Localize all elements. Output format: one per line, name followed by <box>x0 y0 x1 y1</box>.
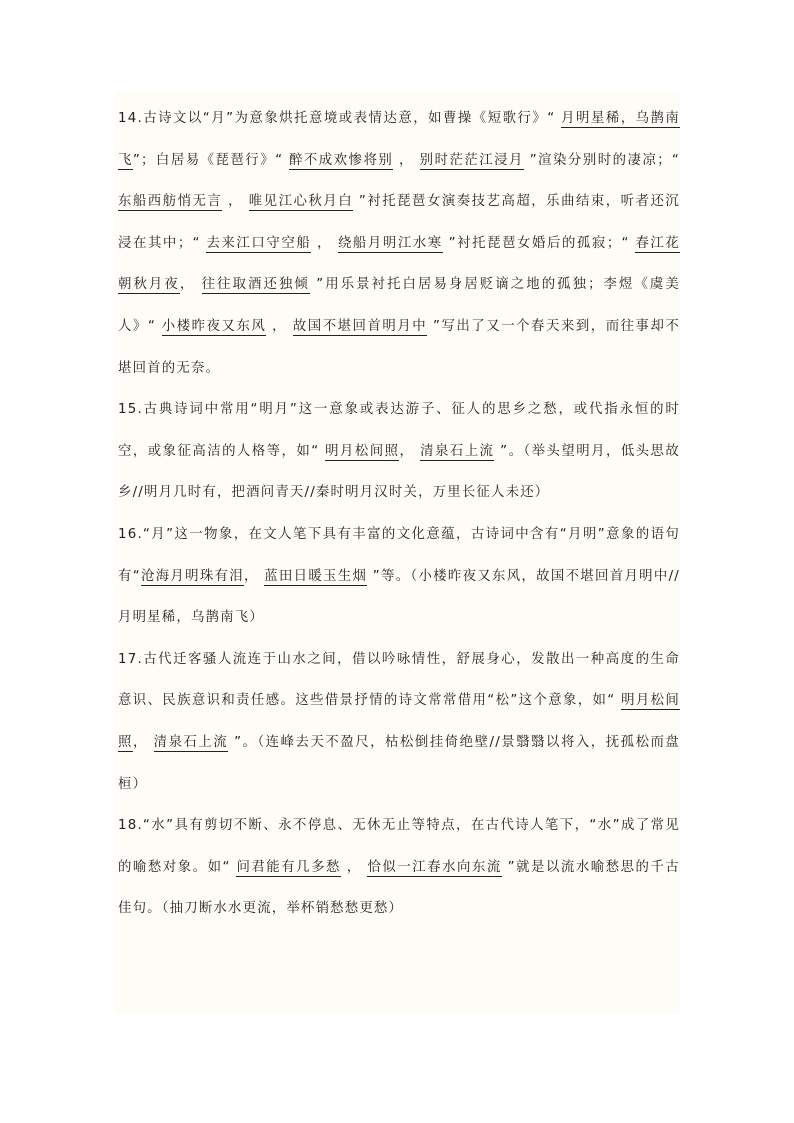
question-text: ， <box>266 318 293 334</box>
answer-blank: 问君能有几多愁 <box>236 859 341 875</box>
question-q16 <box>118 514 680 639</box>
answer-blank: 恰似一江春水向东流 <box>367 859 502 875</box>
question-text: ”；白居易《琵琶行》“ <box>132 152 289 168</box>
question-text: ”渲染分别时的凄凉；“ <box>523 152 681 168</box>
question-text: ”用乐景衬托白居易身居贬谪之地的孤独；李煜《虞美人》“ <box>118 277 680 334</box>
question-text: 17.古代迁客骚人流连于山水之间，借以吟咏情性，舒展身心，发散出一种高度的生命意识、民族意识和责任感。这些借景抒情的诗文常常借用“松”这个意象，如“ <box>118 651 680 709</box>
question-q14 <box>118 98 680 389</box>
answer-blank: 往往取酒还独倾 <box>201 277 310 293</box>
question-text: ”。（连峰去天不盈尺，枯松倒挂倚绝壁//景翳翳以将入，抚孤松而盘桓） <box>118 734 681 792</box>
question-text: ”衬托琵琶女婚后的孤寂；“ <box>442 235 636 251</box>
question-text: ， <box>311 235 338 251</box>
question-text: ， <box>399 443 421 459</box>
question-text: ”衬托琵琶女演奏技艺高超，乐曲结束，听者还沉浸在其中；“ <box>118 194 680 251</box>
answer-blank: 春江花朝秋月夜 <box>118 235 680 293</box>
question-text: ”就是以流水喻愁思的千古佳句。（抽刀断水水更流，举杯销愁愁更愁） <box>118 859 680 917</box>
question-q15 <box>118 389 680 514</box>
answer-blank: 蓝田日暖玉生烟 <box>264 568 368 584</box>
question-text: ， <box>340 859 368 875</box>
answer-blank: 明月松间照 <box>325 443 400 459</box>
document-body <box>118 98 680 930</box>
answer-blank: 月明星稀，乌鹊南飞 <box>118 111 680 168</box>
answer-blank: 别时茫茫江浸月 <box>419 152 524 168</box>
answer-blank: 去来江口守空船 <box>206 235 312 251</box>
question-text: 18.“水”具有剪切不断、永不停息、无休无止等特点，在古代诗人笔下，“水”成了常见的喻愁对象。如“ <box>118 818 680 875</box>
answer-blank: 醉不成欢惨将别 <box>288 152 394 168</box>
answer-blank: 绕船月明江水寒 <box>337 235 443 251</box>
question-q17 <box>118 639 680 805</box>
question-text: ， <box>132 734 154 750</box>
answer-blank: 沧海月明珠有泪 <box>140 568 244 584</box>
answer-blank: 东船西舫悄无言 <box>118 194 223 210</box>
answer-blank: 唯见江心秋月白 <box>248 194 354 210</box>
answer-blank: 清泉石上流 <box>420 443 495 459</box>
question-text: ”。（举头望明月，低头思故乡//明月几时有，把酒问青天//秦时明月汉时关，万里长征人未还） <box>118 443 681 501</box>
answer-blank: 明月松间照 <box>118 693 680 750</box>
question-text: ”等。（小楼昨夜又东风，故国不堪回首月明中//月明星稀，乌鹊南飞） <box>118 568 680 626</box>
answer-blank: 小楼昨夜又东风 <box>161 318 267 334</box>
question-text: ， <box>243 568 265 584</box>
question-text: ， <box>393 152 420 168</box>
question-text: ”写出了又一个春天来到，而往事却不堪回首的无奈。 <box>118 318 680 376</box>
question-text: 16.“月”这一物象，在文人笔下具有丰富的文化意蕴，古诗词中含有“月明”意象的语句有“ <box>118 526 680 584</box>
question-text: 15.古典诗词中常用“明月”这一意象或表达游子、征人的思乡之愁，或代指永恒的时空，或象征高洁的人格等，如“ <box>118 402 680 459</box>
answer-blank: 故国不堪回首明月中 <box>292 318 428 334</box>
question-text: 14.古诗文以“月”为意象烘托意境或表情达意，如曹操《短歌行》“ <box>118 111 562 126</box>
question-q18 <box>118 805 680 930</box>
question-text: ， <box>222 194 249 210</box>
question-text: ， <box>179 277 202 293</box>
answer-blank: 清泉石上流 <box>153 734 229 750</box>
